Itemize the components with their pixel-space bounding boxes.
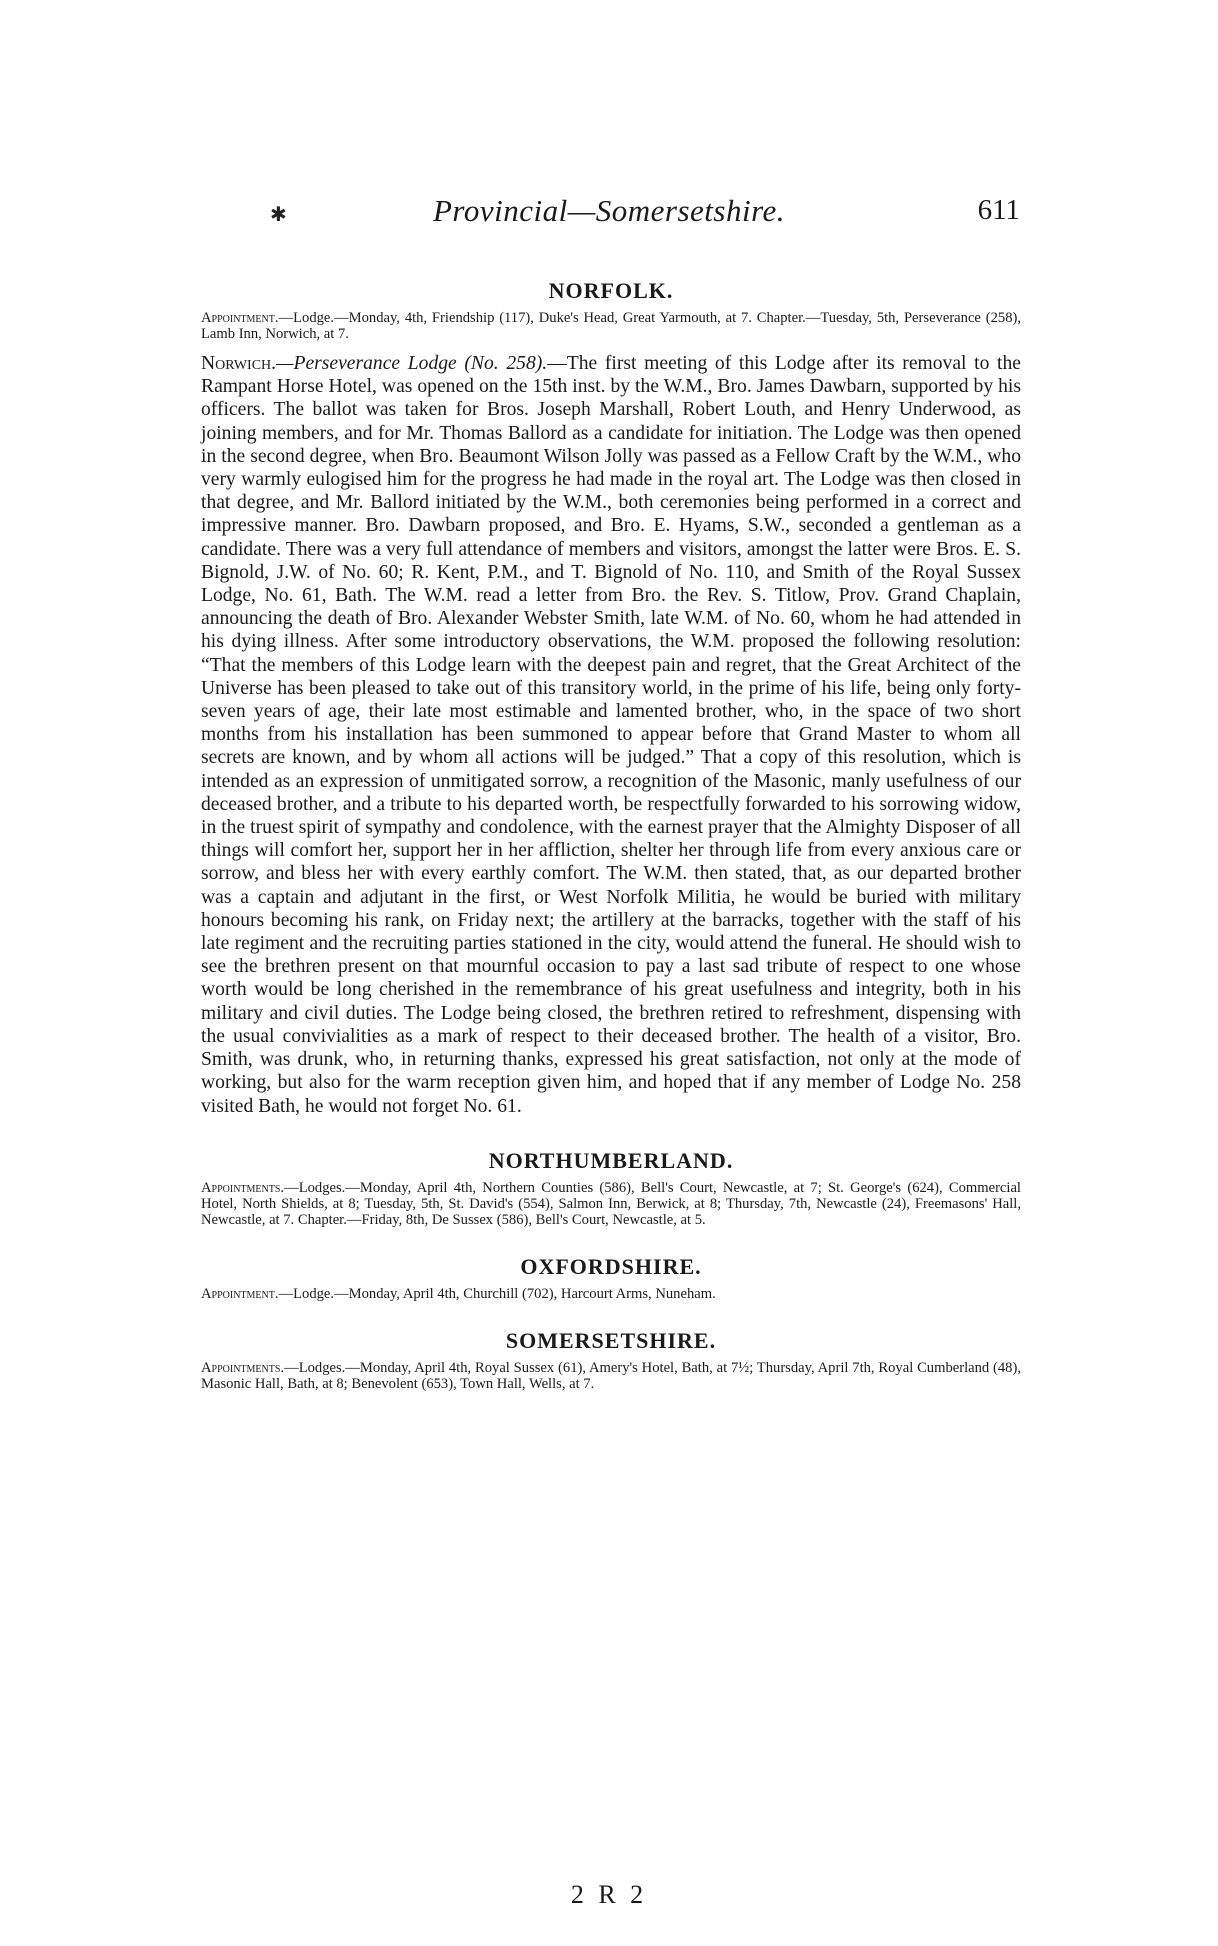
appointment-text: —Lodges.—Monday, April 4th, Royal Sussex (61), Amery's Hotel, Bath, at 7½; Thursday, April 7th, Royal Cumberland (48), Masonic Hall, Bath, at 8; Benevolent (653), Town Hall, Wells, at 7. bbox=[201, 1359, 1021, 1392]
appointment-label: Appointments. bbox=[201, 1359, 285, 1376]
section-northumberland bbox=[201, 1148, 1021, 1228]
appointment-label: Appointment. bbox=[201, 1285, 279, 1302]
appointment-notice bbox=[201, 1180, 1021, 1228]
report-text: —The first meeting of this Lodge after its removal to the Rampant Horse Hotel, was opened on the 15th inst. by the W.M., Bro. James Dawbarn, supported by his officers. The ballot was taken for Bros. Joseph Marshall, Robert Louth, and Henry Underwood, as joining members, and for Mr. Thomas Ballord as a candidate for initiation. The Lodge was then opened in the second degree, when Bro. Beaumont Wilson Jolly was passed as a Fellow Craft by the W.M., who very warmly eulogised him for the progress he had made in the royal art. The Lodge was then closed in that degree, and Mr. Ballord initiated by the W.M., both ceremonies being performed in a correct and impressive manner. Bro. Dawbarn proposed, and Bro. E. Hyams, S.W., seconded a gentleman as a candidate. There was a very full attendance of members and visitors, amongst the latter were Bros. E. S. Bignold, J.W. of No. 60; R. Kent, P.M., and T. Bignold of No. 110, and Smith of the Royal Sussex Lodge, No. 61, Bath. The W.M. read a letter from Bro. the Rev. S. Titlow, Prov. Grand Chaplain, announcing the death of Bro. Alexander Webster Smith, late W.M. of No. 60, whom he had attended in his dying illness. After some introductory observations, the W.M. proposed the following resolution: “That the members of this Lodge learn with the deepest pain and regret, that the Great Architect of the Universe has been pleased to take out of this transitory world, in the prime of his life, being only forty-seven years of age, their late most estimable and lamented brother, who, in the space of two short months from his installation has been summoned to appear before that Grand Master to whom all secrets are known, and by whom all actions will be judged.” That a copy of this resolution, which is intended as an expression of unmitigated sorrow, a recognition of the Masonic, manly usefulness of our deceased brother, and a tribute to his departed worth, be respectfully forwarded to his sorrowing widow, in the truest spirit of sympathy and condolence, with the earnest prayer that the Almighty Disposer of all things will comfort her, support her in her affliction, shelter her through life from every anxious care or sorrow, and bless her with every earthly comfort. The W.M. then stated, that, as our departed brother was a captain and adjutant in the first, or West Norfolk Militia, he would be buried with military honours becoming his rank, on Friday next; the artillery at the barracks, together with the staff of his late regiment and the recruiting parties stationed in the city, would attend the funeral. He should wish to see the brethren present on that mournful occasion to pay a last sad tribute of respect to one whose worth would be long cherished in the remembrance of his great usefulness and integrity, both in his military and civil duties. The Lodge being closed, the brethren retired to refreshment, dispensing with the usual convivialities as a mark of respect to their deceased brother. The health of a visitor, Bro. Smith, was drunk, who, in returning thanks, expressed his great satisfaction, not only at the mode of working, but also for the warm reception given him, and hoped that if any member of Lodge No. 258 visited Bath, he would not forget No. 61. bbox=[201, 353, 1021, 1117]
section-oxfordshire bbox=[201, 1254, 1021, 1302]
section-somersetshire bbox=[201, 1328, 1021, 1392]
section-heading: NORFOLK. bbox=[548, 278, 674, 303]
appointment-label: Appointments. bbox=[201, 1179, 285, 1196]
appointment-notice bbox=[201, 310, 1021, 342]
appointment-text: —Lodge.—Monday, 4th, Friendship (117), Duke's Head, Great Yarmouth, at 7. Chapter.—Tuesday, 5th, Perseverance (258), Lamb Inn, Norwich, at 7. bbox=[201, 310, 1021, 342]
section-heading: OXFORDSHIRE. bbox=[520, 1253, 702, 1279]
text-column bbox=[201, 278, 1021, 1392]
appointment-text: —Lodges.—Monday, April 4th, Northern Counties (586), Bell's Court, Newcastle, at 7; St. George's (624), Commercial Hotel, North Shields, at 8; Tuesday, 5th, St. David's (554), Salmon Inn, Berwick, at 8; Thursday, 7th, Newcastle (24), Freemasons' Hall, Newcastle, at 7. Chapter.—Friday, 8th, De Sussex (586), Bell's Court, Newcastle, at 5. bbox=[201, 1179, 1021, 1228]
running-title: Provincial—Somersetshire. bbox=[432, 193, 786, 228]
printer-ornament-icon: ✱ bbox=[270, 204, 287, 226]
section-heading: NORTHUMBERLAND. bbox=[488, 1147, 734, 1173]
page-number: 611 bbox=[977, 194, 1020, 226]
report-place: Norwich. bbox=[201, 353, 277, 374]
section-heading: SOMERSETSHIRE. bbox=[505, 1327, 717, 1353]
appointment-text: —Lodge.—Monday, April 4th, Churchill (702), Harcourt Arms, Nuneham. bbox=[278, 1285, 716, 1302]
section-norfolk bbox=[201, 278, 1021, 1118]
appointment-notice bbox=[201, 1360, 1021, 1392]
appointment-notice bbox=[201, 1286, 1021, 1302]
signature-mark: 2 R 2 bbox=[570, 1880, 648, 1909]
appointment-label: Appointment. bbox=[201, 310, 279, 326]
lodge-report bbox=[201, 352, 1021, 1118]
report-lodge-name: —Perseverance Lodge (No. 258). bbox=[276, 353, 548, 374]
